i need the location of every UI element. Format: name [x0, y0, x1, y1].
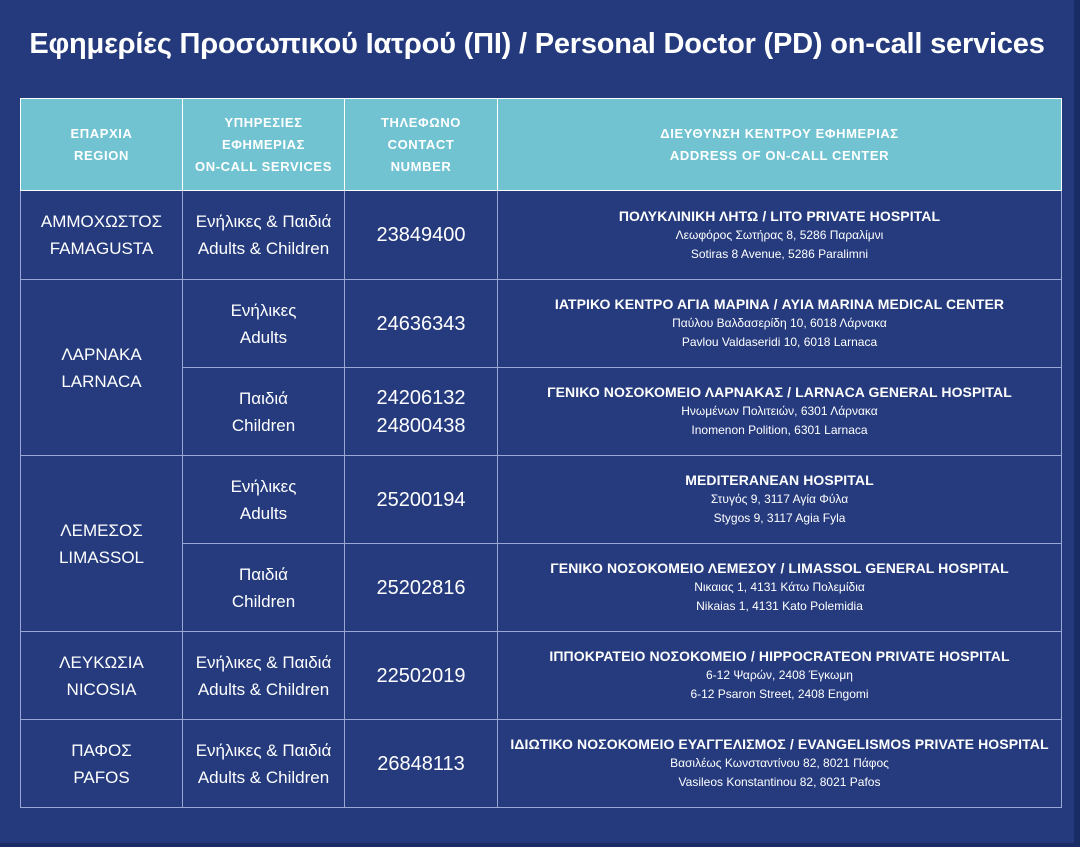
- hospital-name: ΠΟΛΥΚΛΙΝΙΚΗ ΛΗΤΩ / LITO PRIVATE HOSPITAL: [618, 207, 941, 224]
- table-row: [21, 456, 1062, 544]
- hospital-name: ΙΔΙΩΤΙΚΟ ΝΟΣΟΚΟΜΕΙΟ ΕΥΑΓΓΕΛΙΣΜΟΣ / EVANGELISMOS PRIVATE HOSPITAL: [510, 736, 1049, 752]
- address-line-gr: Ηνωμένων Πολιτειών, 6301 Λάρνακα: [681, 404, 878, 418]
- phone-number[interactable]: 25200194: [376, 488, 466, 511]
- phone-number[interactable]: 25202816: [376, 576, 466, 599]
- phone-cell: [345, 632, 498, 720]
- address-cell: [498, 280, 1062, 368]
- address-cell: [498, 720, 1062, 808]
- region-cell-nicosia: ΛΕΥΚΩΣΙΑ NICOSIA: [21, 632, 183, 720]
- address-line-gr: Βασιλέως Κωνσταντίνου 82, 8021 Πάφος: [670, 756, 889, 770]
- page-title: Εφημερίες Προσωπικού Ιατρού (ΠΙ) / Personal Doctor (PD) on-call services: [29, 28, 1045, 60]
- address-cell: [498, 544, 1062, 632]
- region-cell-pafos: ΠΑΦΟΣ PAFOS: [21, 720, 183, 808]
- phone-number[interactable]: 24636343: [376, 312, 466, 335]
- phone-cell: [345, 544, 498, 632]
- address-line-en: Inomenon Polition, 6301 Larnaca: [691, 423, 868, 437]
- service-cell: Ενήλικες & Παιδιά Adults & Children: [183, 191, 345, 280]
- address-line-gr: 6-12 Ψαρών, 2408 Έγκωμη: [706, 668, 853, 682]
- address-cell: [498, 456, 1062, 544]
- table-row: [21, 632, 1062, 720]
- address-line-gr: Λεωφόρος Σωτήρας 8, 5286 Παραλίμνι: [675, 227, 884, 242]
- address-line-en: Sotiras 8 Avenue, 5286 Paralimni: [690, 246, 869, 261]
- hospital-name: ΙΠΠΟΚΡΑΤΕΙΟ ΝΟΣΟΚΟΜΕΙΟ / HIPPOCRATEON PRIVATE HOSPITAL: [549, 648, 1010, 664]
- header-region: ΕΠΑΡΧΙΑ REGION: [21, 99, 183, 191]
- hospital-name: ΓΕΝΙΚΟ ΝΟΣΟΚΟΜΕΙΟ ΛΑΡΝΑΚΑΣ / LARNACA GENERAL HOSPITAL: [547, 384, 1012, 400]
- table-header-row: [21, 99, 1062, 191]
- table-row: [21, 191, 1062, 280]
- service-cell: Ενήλικες Adults: [183, 456, 345, 544]
- header-address: ΔΙΕΥΘΥΝΣΗ ΚΕΝΤΡΟΥ ΕΦΗΜΕΡΙΑΣ ADDRESS OF ON-CALL CENTER: [498, 99, 1062, 191]
- phone-number[interactable]: 24800438: [376, 414, 466, 437]
- address-line-en: Vasileos Konstantinou 82, 8021 Pafos: [678, 775, 881, 789]
- hospital-name: MEDITERANEAN HOSPITAL: [685, 472, 874, 488]
- service-cell: Ενήλικες & Παιδιά Adults & Children: [183, 720, 345, 808]
- header-services: ΥΠΗΡΕΣΙΕΣ ΕΦΗΜΕΡΙΑΣ ON-CALL SERVICES: [183, 99, 345, 191]
- on-call-table: [20, 98, 1062, 808]
- phone-number[interactable]: 23849400: [376, 224, 466, 246]
- address-line-en: 6-12 Psaron Street, 2408 Engomi: [690, 687, 869, 701]
- address-line-en: Stygos 9, 3117 Agia Fyla: [713, 511, 846, 525]
- table-row: [21, 280, 1062, 368]
- address-cell: [498, 368, 1062, 456]
- address-cell: [498, 632, 1062, 720]
- header-phone: ΤΗΛΕΦΩΝΟ CONTACT NUMBER: [345, 99, 498, 191]
- address-line-gr: Στυγός 9, 3117 Αγία Φύλα: [710, 492, 849, 506]
- phone-number[interactable]: 24206132: [376, 386, 466, 409]
- address-line-en: Pavlou Valdaseridi 10, 6018 Larnaca: [681, 335, 878, 349]
- service-cell: Παιδιά Children: [183, 368, 345, 456]
- phone-number[interactable]: 26848113: [377, 752, 465, 775]
- hospital-name: ΙΑΤΡΙΚΟ ΚΕΝΤΡΟ ΑΓΙΑ ΜΑΡΙΝΑ / AYIA MARINA MEDICAL CENTER: [554, 296, 1005, 312]
- region-cell-famagusta: ΑΜΜΟΧΩΣΤΟΣ FAMAGUSTA: [21, 191, 183, 280]
- phone-cell: [345, 280, 498, 368]
- phone-cell: [345, 191, 498, 280]
- service-cell: Ενήλικες Adults: [183, 280, 345, 368]
- table-row: [21, 720, 1062, 808]
- phone-cell: [345, 368, 498, 456]
- service-cell: Ενήλικες & Παιδιά Adults & Children: [183, 632, 345, 720]
- address-cell: [498, 191, 1062, 280]
- address-line-en: Nikaias 1, 4131 Kato Polemidia: [696, 599, 863, 613]
- phone-cell: [345, 720, 498, 808]
- address-line-gr: Παύλου Βαλδασερίδη 10, 6018 Λάρνακα: [672, 316, 887, 330]
- phone-cell: [345, 456, 498, 544]
- address-line-gr: Νικαιας 1, 4131 Κάτω Πολεμίδια: [694, 580, 865, 594]
- phone-number[interactable]: 22502019: [376, 664, 466, 687]
- hospital-name: ΓΕΝΙΚΟ ΝΟΣΟΚΟΜΕΙΟ ΛΕΜΕΣΟΥ / LIMASSOL GENERAL HOSPITAL: [550, 560, 1009, 576]
- region-cell-larnaca: ΛΑΡΝΑΚΑ LARNACA: [21, 280, 183, 456]
- region-cell-limassol: ΛΕΜΕΣΟΣ LIMASSOL: [21, 456, 183, 632]
- service-cell: Παιδιά Children: [183, 544, 345, 632]
